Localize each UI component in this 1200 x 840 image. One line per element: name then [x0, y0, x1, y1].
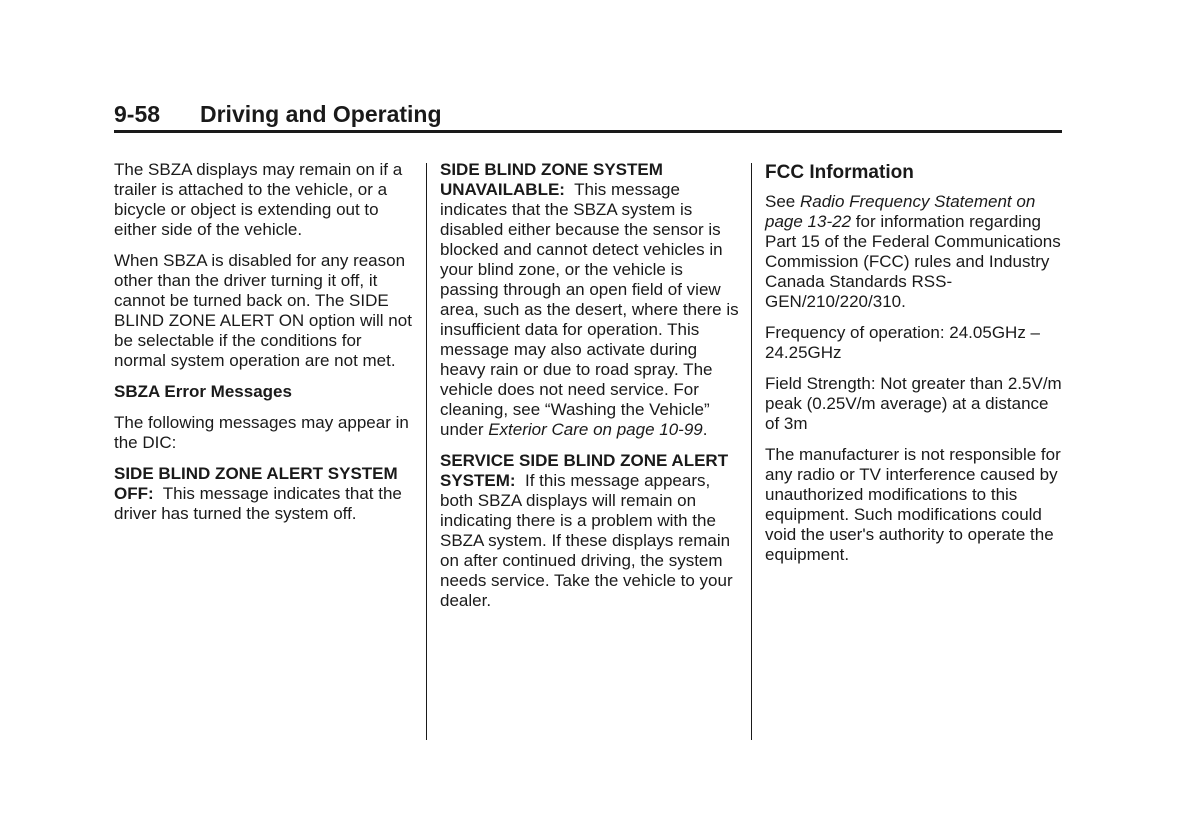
column-right — [765, 160, 1065, 576]
message-system-unavailable: SIDE BLIND ZONE SYSTEM UNAVAILABLE: This message indicates that the SBZA system is disabled either because the sensor is blocked and cannot detect vehicles in your blind zone, or the vehicle is passing through an open field of view area, such as the desert, where there is insufficient data for operation. This message may also activate during heavy rain or due to road spray. The vehicle does not need service. For cleaning, see “Washing the Vehicle” under Exterior Care on page 10-99. — [440, 160, 739, 439]
page-header — [114, 100, 1062, 133]
message-label: SIDE BLIND ZONE SYSTEM UNAVAILABLE: — [440, 160, 663, 199]
message-label: SERVICE SIDE BLIND ZONE ALERT SYSTEM: — [440, 451, 729, 490]
paragraph-manufacturer-notice: The manufacturer is not responsible for any radio or TV interference caused by unauthorized modifications to this equipment. Such modifications could void the user's authority to operate the equipment. — [765, 445, 1061, 564]
message-text: This message indicates that the SBZA system is disabled either because the sensor is blocked and cannot detect vehicles in your blind zone, or the vehicle is passing through an open field of view area, such as the desert, where there is insufficient data for operation. This message may also activate during heavy rain or due to road spray. The vehicle does not need service. For cleaning, see “Washing the Vehicle” under — [440, 180, 739, 439]
page-reference[interactable]: Radio Frequency Statement on page 13-22 — [765, 192, 1036, 231]
column-left — [114, 160, 414, 535]
paragraph-fcc-statement: See Radio Frequency Statement on page 13-22 for information regarding Part 15 of the Federal Communications Commission (FCC) rules and Industry Canada Standards RSS-GEN/210/220/310. — [765, 192, 1061, 311]
page-number: 9-58 — [114, 101, 161, 127]
message-system-off — [114, 464, 414, 524]
subheading-error-messages: SBZA Error Messages — [114, 382, 292, 401]
column-divider — [751, 163, 752, 740]
paragraph-frequency: Frequency of operation: 24.05GHz – 24.25GHz — [765, 323, 1040, 362]
paragraph-sbza-disabled: When SBZA is disabled for any reason other than the driver turning it off, it cannot be turned back on. The SIDE BLIND ZONE ALERT ON option will not be selectable if the conditions for normal system operation are not met. — [114, 251, 412, 370]
message-text: This message indicates that the driver has turned the system off. — [114, 484, 402, 523]
column-divider — [426, 163, 427, 740]
message-text: If this message appears, both SBZA displays will remain on indicating there is a problem with the SBZA system. If these displays remain on after continued driving, the system needs service. Take the vehicle to your dealer. — [440, 471, 733, 610]
paragraph-dic-intro: The following messages may appear in the DIC: — [114, 413, 409, 452]
section-title: Driving and Operating — [200, 101, 442, 127]
page-reference[interactable]: Exterior Care on page 10-99 — [488, 420, 703, 439]
message-service-system — [440, 451, 740, 611]
fcc-heading: FCC Information — [765, 162, 914, 183]
paragraph-sbza-trailer: The SBZA displays may remain on if a trailer is attached to the vehicle, or a bicycle or object is extending out to either side of the vehicle. — [114, 160, 403, 239]
column-middle — [440, 160, 740, 622]
paragraph-field-strength: Field Strength: Not greater than 2.5V/m peak (0.25V/m average) at a distance of 3m — [765, 374, 1062, 433]
message-label: SIDE BLIND ZONE ALERT SYSTEM OFF: — [114, 464, 398, 503]
